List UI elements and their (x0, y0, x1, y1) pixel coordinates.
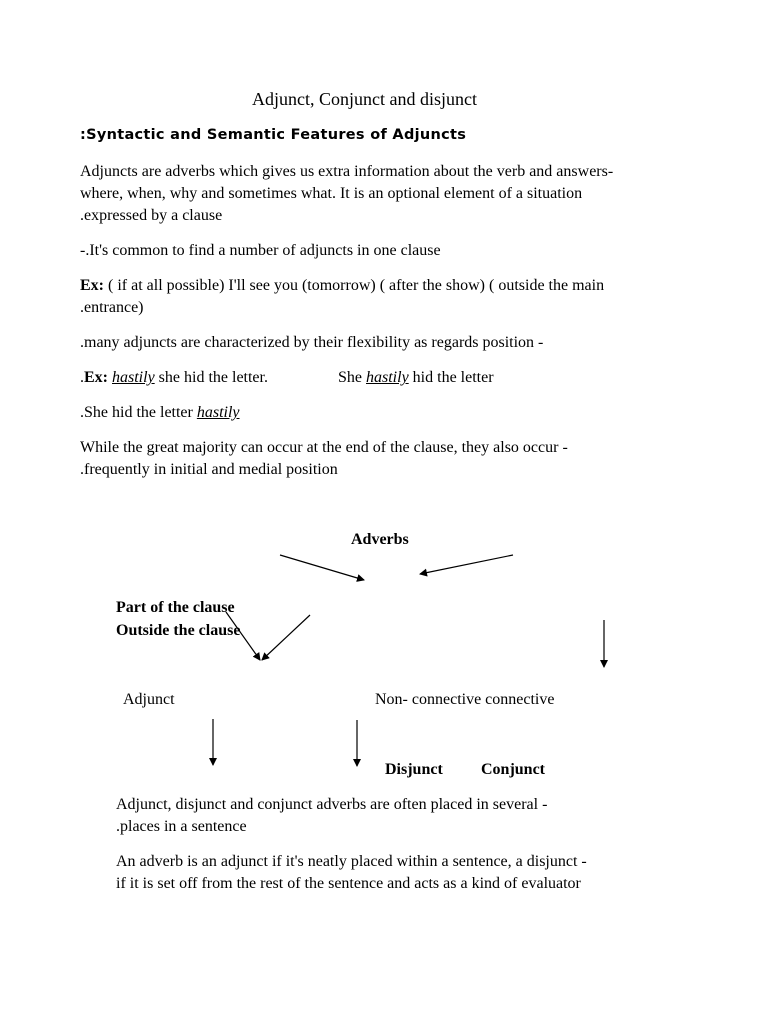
paragraph-line: .places in a sentence (116, 818, 247, 835)
document-title: Adjunct, Conjunct and disjunct (252, 89, 477, 109)
paragraph-line: .frequently in initial and medial position (80, 461, 338, 478)
example-text: hid the letter (408, 369, 494, 386)
example-label: Ex: (80, 277, 104, 294)
arrow (280, 555, 364, 580)
paragraph-line: .many adjuncts are characterized by their flexibility as regards position - (80, 334, 544, 351)
paragraph-line: While the great majority can occur at the end of the clause, they also occur - (80, 439, 568, 456)
paragraph-line: where, when, why and sometimes what. It is an optional element of a situation (80, 185, 583, 202)
section-heading: :Syntactic and Semantic Features of Adjuncts (80, 127, 467, 143)
paragraph-line: An adverb is an adjunct if it's neatly placed within a sentence, a disjunct - (116, 853, 587, 870)
diagram-node-non-connective: Non- connective connective (375, 691, 555, 708)
example-label: Ex: (84, 369, 108, 386)
diagram-node-adjunct: Adjunct (123, 691, 175, 708)
example-text: She (338, 369, 366, 386)
underlined-word: hastily (366, 369, 409, 386)
paragraph-line: if it is set off from the rest of the sentence and acts as a kind of evaluator (116, 875, 581, 892)
underlined-word: hastily (196, 404, 240, 421)
diagram-node-outside-clause: Outside the clause (116, 622, 241, 639)
diagram-node-conjunct: Conjunct (481, 761, 546, 778)
example-line: .entrance) (80, 299, 144, 316)
diagram-node-part-of-clause: Part of the clause (116, 599, 235, 616)
paragraph-line: .expressed by a clause (80, 207, 223, 224)
arrow (226, 612, 260, 660)
example-prefix: . (80, 369, 84, 386)
paragraph-line: -.It's common to find a number of adjuncts in one clause (80, 242, 441, 259)
example-text: ( if at all possible) I'll see you (tomorrow) ( after the show) ( outside the main (104, 277, 605, 294)
diagram-node-disjunct: Disjunct (385, 761, 443, 778)
paragraph-line: Adjuncts are adverbs which gives us extra information about the verb and answers- (80, 163, 614, 180)
underlined-word: hastily (112, 369, 155, 386)
arrow (420, 555, 513, 574)
paragraph-line: Adjunct, disjunct and conjunct adverbs are often placed in several - (116, 796, 548, 813)
diagram-root-label: Adverbs (351, 531, 409, 548)
example-text: she hid the letter. (154, 369, 268, 386)
arrow (262, 615, 310, 660)
example-text: .She hid the letter (80, 404, 197, 421)
